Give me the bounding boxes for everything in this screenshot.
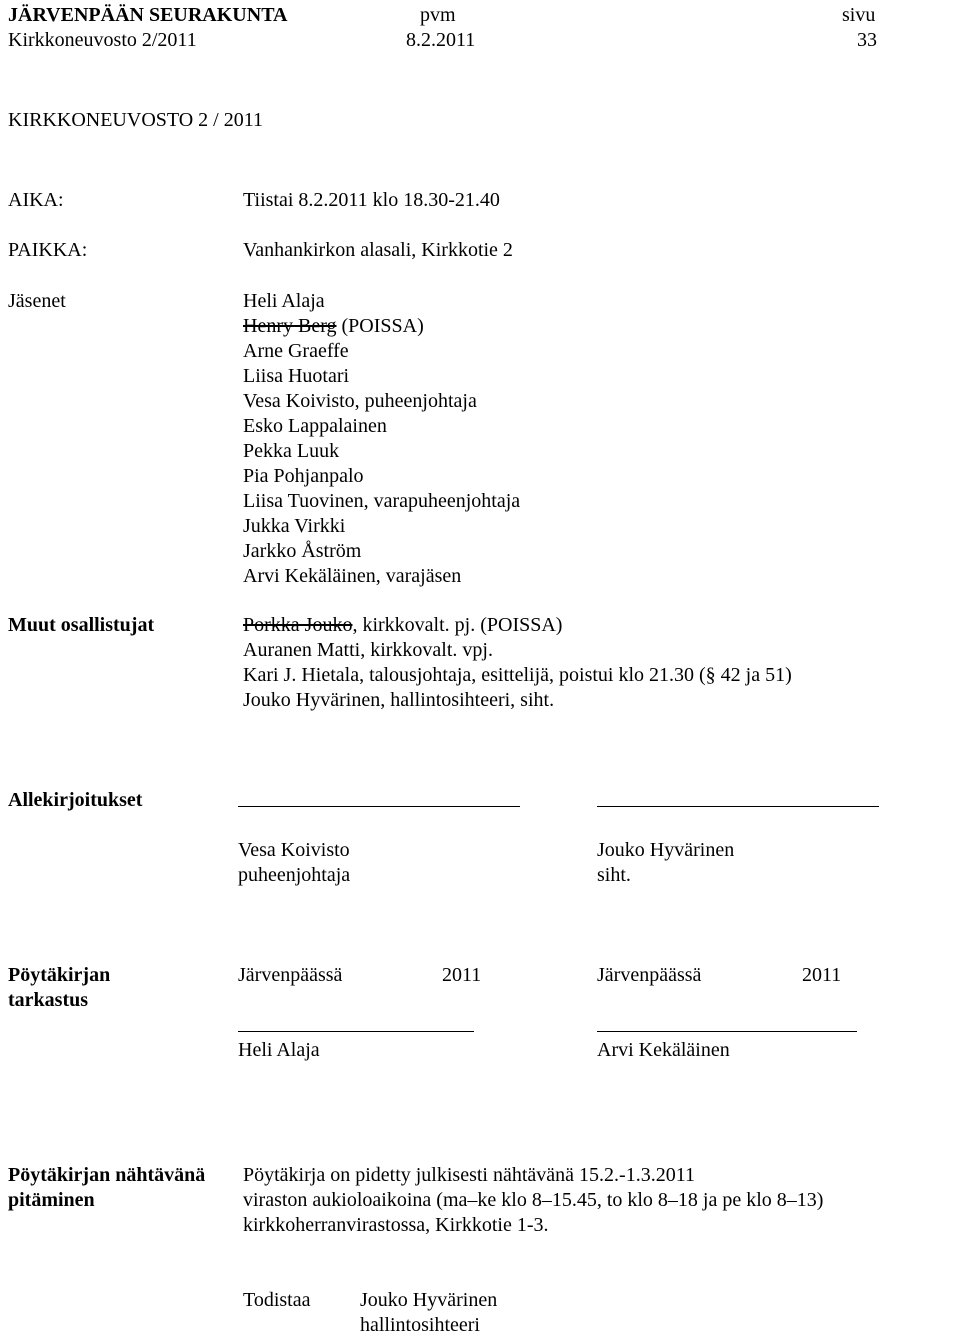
certifier-name: Jouko Hyvärinen	[360, 1289, 498, 1311]
list-item: Pia Pohjanpalo	[243, 465, 364, 487]
list-item: Jukka Virkki	[243, 515, 346, 537]
document-name: Kirkkoneuvosto 2/2011	[8, 29, 197, 51]
list-item: Vesa Koivisto, puheenjohtaja	[243, 390, 477, 412]
date-label: pvm	[420, 4, 456, 26]
public-display-text: kirkkoherranvirastossa, Kirkkotie 1-3.	[243, 1214, 549, 1236]
review-year: 2011	[802, 964, 842, 986]
certifier-role: hallintosihteeri	[360, 1314, 480, 1336]
signature-line-secretary	[597, 806, 879, 807]
reviewer-name: Arvi Kekäläinen	[597, 1039, 730, 1061]
members-list	[243, 289, 520, 589]
certify-label: Todistaa	[243, 1289, 311, 1311]
signer-name: Vesa Koivisto	[238, 839, 350, 861]
signer-name: Jouko Hyvärinen	[597, 839, 735, 861]
list-item: Arne Graeffe	[243, 340, 349, 362]
list-item: Pekka Luuk	[243, 440, 340, 462]
list-item: Liisa Huotari	[243, 365, 350, 387]
place-value: Vanhankirkon alasali, Kirkkotie 2	[243, 239, 513, 261]
signature-line-chair	[238, 806, 520, 807]
public-display-text: Pöytäkirja on pidetty julkisesti nähtävänä 15.2.-1.3.2011	[243, 1164, 695, 1186]
list-item: Porkka Jouko, kirkkovalt. pj. (POISSA)	[243, 614, 563, 636]
date-value: 8.2.2011	[406, 29, 476, 51]
signature-line-reviewer	[597, 1031, 857, 1032]
review-place: Järvenpäässä	[238, 964, 343, 986]
members-label: Jäsenet	[8, 290, 66, 312]
review-label: Pöytäkirjan	[8, 964, 111, 986]
other-participants-list	[243, 613, 792, 713]
list-item: Heli Alaja	[243, 290, 325, 312]
public-display-text: viraston aukioloaikoina (ma–ke klo 8–15.45, to klo 8–18 ja pe klo 8–13)	[243, 1189, 824, 1211]
public-display-label: pitäminen	[8, 1189, 95, 1211]
org-name: JÄRVENPÄÄN SEURAKUNTA	[8, 4, 288, 26]
list-item: Jouko Hyvärinen, hallintosihteeri, siht.	[243, 689, 555, 711]
list-item: Liisa Tuovinen, varapuheenjohtaja	[243, 490, 521, 512]
list-item: Henry Berg (POISSA)	[243, 315, 424, 337]
review-year: 2011	[442, 964, 482, 986]
public-display-label: Pöytäkirjan nähtävänä	[8, 1164, 206, 1186]
list-item: Arvi Kekäläinen, varajäsen	[243, 565, 462, 587]
list-item: Jarkko Åström	[243, 540, 362, 562]
signatures-label: Allekirjoitukset	[8, 789, 143, 811]
list-item: Kari J. Hietala, talousjohtaja, esittelijä, poistui klo 21.30 (§ 42 ja 51)	[243, 664, 792, 686]
list-item: Esko Lappalainen	[243, 415, 387, 437]
place-label: PAIKKA:	[8, 239, 88, 261]
reviewer-name: Heli Alaja	[238, 1039, 320, 1061]
other-participants-label: Muut osallistujat	[8, 614, 155, 636]
signer-role: siht.	[597, 864, 631, 886]
time-label: AIKA:	[8, 189, 64, 211]
signature-line-reviewer	[238, 1031, 474, 1032]
signer-role: puheenjohtaja	[238, 864, 351, 886]
page-title: KIRKKONEUVOSTO 2 / 2011	[8, 109, 263, 131]
time-value: Tiistai 8.2.2011 klo 18.30-21.40	[243, 189, 500, 211]
list-item: Auranen Matti, kirkkovalt. vpj.	[243, 639, 493, 661]
review-label: tarkastus	[8, 989, 89, 1011]
page-number: 33	[857, 29, 877, 51]
review-place: Järvenpäässä	[597, 964, 702, 986]
page-label: sivu	[842, 4, 876, 26]
